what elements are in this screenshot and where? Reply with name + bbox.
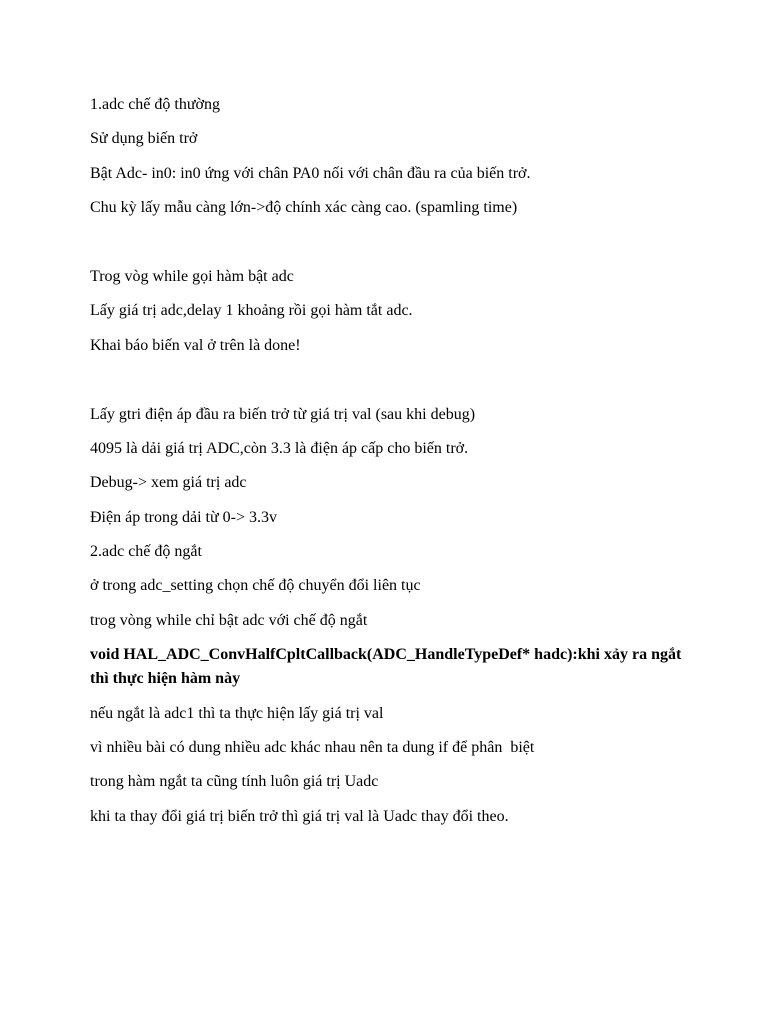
heading-adc-interrupt-mode: 2.adc chế độ ngắt [90,543,202,561]
blank-line [90,231,690,255]
blank-line [90,368,690,392]
text-paragraph: khi ta thay đổi giá trị biến trở thì giá trị val là Uadc thay đổi theo. [90,807,509,825]
heading-adc-normal-mode: 1.adc chế độ thường [90,96,220,113]
text-paragraph: ở trong adc_setting chọn chế độ chuyển đổi liên tục [90,577,421,595]
text-paragraph: 4095 là dải giá trị ADC,còn 3.3 là điện áp cấp cho biến trở. [90,439,469,457]
text-paragraph: Debug-> xem giá trị adc [90,474,247,492]
text-paragraph: Chu kỳ lấy mẫu càng lớn->độ chính xác càng cao. (spamling time) [90,199,518,217]
text-paragraph: vì nhiều bài có dung nhiều adc khác nhau nên ta dung if để phân biệt [90,739,535,757]
text-paragraph: Sử dụng biến trở [90,130,198,148]
text-paragraph: Điện áp trong dải từ 0-> 3.3v [90,508,277,526]
text-paragraph: Bật Adc- in0: in0 ứng với chân PA0 nối với chân đầu ra của biến trở. [90,164,531,182]
callback-function-text: void HAL_ADC_ConvHalfCpltCallback(ADC_HandleTypeDef* hadc):khi xảy ra ngắt thì thực hiện hàm này [90,646,686,688]
text-paragraph: Lấy giá trị adc,delay 1 khoảng rồi gọi hàm tắt adc. [90,302,413,320]
document-body [90,93,690,839]
text-paragraph: nếu ngắt là adc1 thì ta thực hiện lấy giá trị val [90,704,384,722]
text-paragraph: trog vòng while chỉ bật adc với chế độ ngắt [90,611,368,629]
text-paragraph: Khai báo biến val ở trên là done! [90,336,301,354]
text-paragraph: trong hàm ngắt ta cũng tính luôn giá trị Uadc [90,773,379,791]
text-paragraph: Trog vòg while gọi hàm bật adc [90,267,294,285]
text-paragraph: Lấy gtri điện áp đầu ra biến trở từ giá trị val (sau khi debug) [90,405,476,423]
